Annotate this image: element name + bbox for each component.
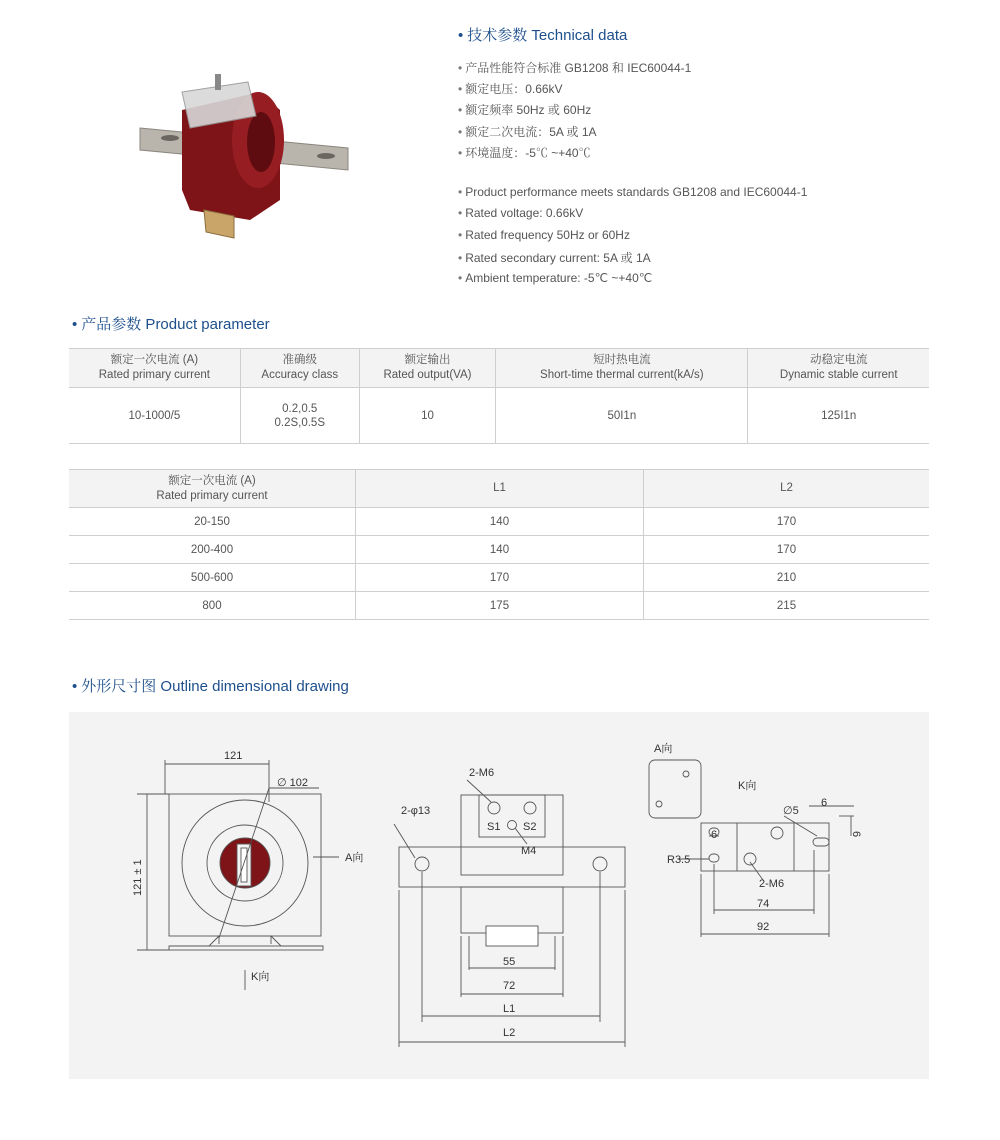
- table-cell: 140: [356, 536, 644, 564]
- table-row: [69, 508, 929, 536]
- spec-cn-3: • 额定频率 50Hz 或 60Hz: [458, 103, 592, 117]
- header-rated-primary-current: 额定一次电流 (A) Rated primary current: [69, 349, 240, 388]
- header-accuracy-class: 准确级 Accuracy class: [240, 349, 359, 388]
- terminal-s2: S2: [523, 821, 537, 833]
- table-cell: 10: [359, 388, 495, 444]
- dim-6-side: 6: [850, 831, 862, 838]
- table-cell: 10-1000/5: [69, 388, 240, 444]
- header-rated-primary-current: 额定一次电流 (A) Rated primary current: [69, 470, 356, 508]
- dim-r3-5: R3.5: [667, 854, 691, 866]
- table-row: [69, 536, 929, 564]
- spec-en-5: • Ambient temperature: -5℃ ~+40℃: [458, 271, 653, 285]
- dim-diameter-5: ∅5: [783, 805, 799, 817]
- technical-data-title: • 技术参数 Technical data: [458, 27, 628, 44]
- dim-2-m6-right: 2-M6: [759, 878, 785, 890]
- table-cell: 170: [356, 564, 644, 592]
- dim-92: 92: [757, 921, 770, 933]
- header-thermal-current: 短时热电流 Short-time thermal current(kA/s): [496, 349, 748, 388]
- k-view-label: K向: [738, 780, 757, 792]
- dim-l2: L2: [503, 1027, 516, 1039]
- parameter-table: [69, 348, 929, 444]
- table-row: [69, 388, 929, 444]
- header-rated-output: 额定输出 Rated output(VA): [359, 349, 495, 388]
- dim-l1: L1: [503, 1003, 516, 1015]
- table-cell: 0.2,0.5 0.2S,0.5S: [240, 388, 359, 444]
- spec-en-4: • Rated secondary current: 5A 或 1A: [458, 251, 651, 265]
- a-view-label: A向: [654, 743, 673, 755]
- spec-en-3: • Rated frequency 50Hz or 60Hz: [458, 228, 630, 242]
- table-cell: 175: [356, 592, 644, 620]
- table-row: [69, 592, 929, 620]
- table-cell: 215: [776, 599, 797, 612]
- dim-74: 74: [757, 898, 770, 910]
- dim-m4: M4: [521, 845, 537, 857]
- dim-6-left: 6: [711, 829, 718, 841]
- k-direction-arrow: K向: [251, 971, 270, 983]
- table-row: [69, 564, 929, 592]
- dim-121: 121: [224, 750, 243, 762]
- table-cell: 170: [776, 543, 797, 556]
- product-parameter-title: • 产品参数 Product parameter: [72, 316, 270, 333]
- spec-cn-4: • 额定二次电流：5A 或 1A: [458, 125, 597, 139]
- table-cell: 140: [356, 508, 644, 536]
- header-l2: L2: [644, 470, 930, 508]
- spec-en-1: • Product performance meets standards GB1208 and IEC60044-1: [458, 185, 808, 199]
- header-dynamic-current: 动稳定电流 Dynamic stable current: [748, 349, 929, 388]
- spec-cn-2: • 额定电压：0.66kV: [458, 82, 563, 96]
- header-l1: L1: [356, 470, 644, 508]
- table-cell: 800: [69, 592, 356, 620]
- outline-drawing: [69, 712, 929, 1079]
- outline-drawing-title: • 外形尺寸图 Outline dimensional drawing: [72, 678, 349, 695]
- dim-6-top: 6: [821, 797, 828, 809]
- table-cell: 50I1n: [496, 388, 748, 444]
- dim-diameter-102: ∅ 102: [277, 777, 308, 789]
- table-cell: 500-600: [69, 564, 356, 592]
- spec-en-2: • Rated voltage: 0.66kV: [458, 206, 584, 220]
- spec-cn-1: • 产品性能符合标准 GB1208 和 IEC60044-1: [458, 61, 692, 75]
- dim-121-tolerance: 121 ± 1: [132, 859, 144, 896]
- dim-72: 72: [503, 980, 516, 992]
- dim-2-phi13: 2-φ13: [401, 805, 431, 817]
- product-photo: [130, 70, 370, 250]
- table-cell: 210: [776, 571, 797, 584]
- spec-cn-5: • 环境温度：-5℃ ~+40℃: [458, 146, 591, 160]
- dim-55: 55: [503, 956, 516, 968]
- table-cell: 20-150: [69, 508, 356, 536]
- table-cell: 125I1n: [821, 409, 857, 422]
- terminal-s1: S1: [487, 821, 501, 833]
- table-cell: 170: [776, 515, 797, 528]
- table-cell: 200-400: [69, 536, 356, 564]
- a-direction-arrow: A向: [345, 852, 364, 864]
- dimension-table: [69, 469, 929, 620]
- dim-2-m6-top: 2-M6: [469, 767, 495, 779]
